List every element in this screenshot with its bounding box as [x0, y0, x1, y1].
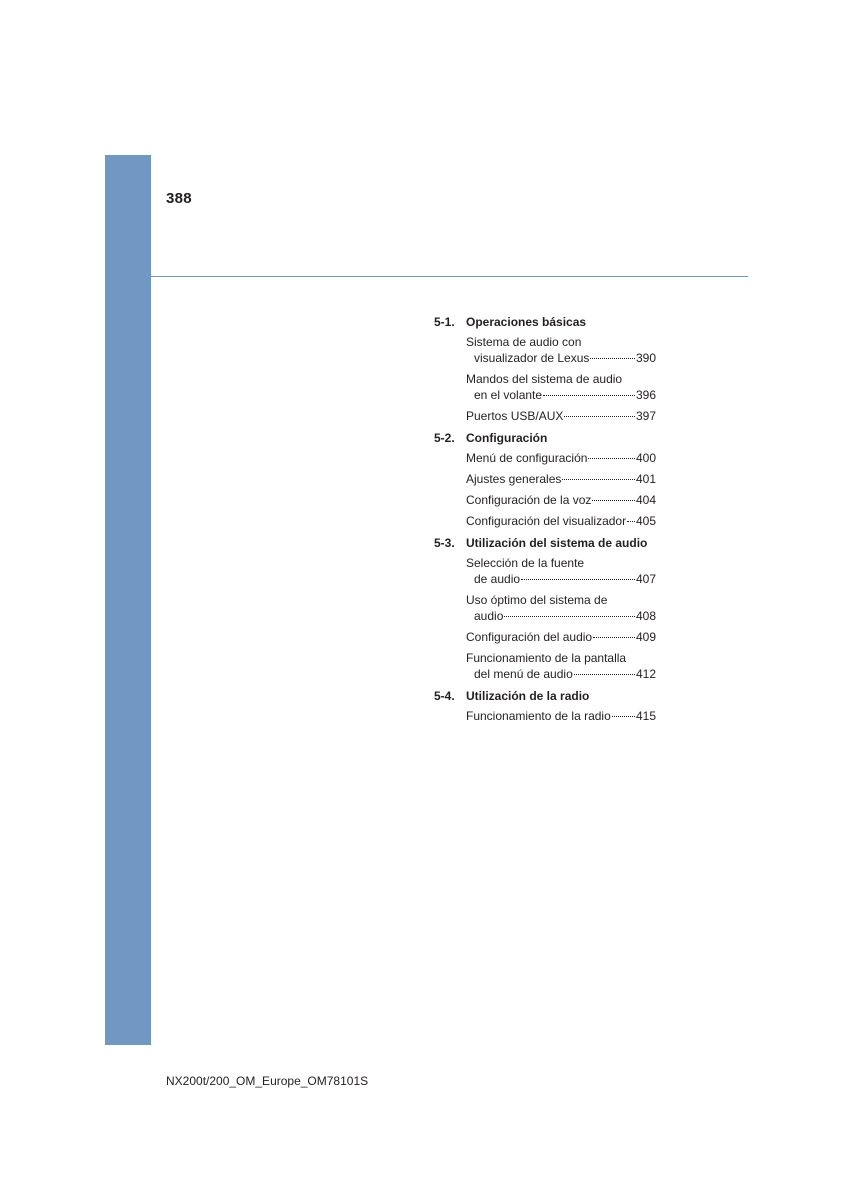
entry-line — [466, 450, 656, 466]
entry-line — [466, 650, 656, 666]
toc-entry[interactable] — [434, 513, 656, 529]
toc-section — [434, 534, 656, 682]
entry-text: del menú de audio — [474, 667, 573, 681]
section-title: Configuración — [466, 430, 548, 445]
toc-section — [434, 429, 656, 529]
entry-text: audio — [474, 609, 504, 623]
entry-text: Uso óptimo del sistema de — [466, 593, 608, 607]
toc-entry[interactable] — [434, 471, 656, 487]
entry-text: Funcionamiento de la radio — [466, 709, 611, 723]
entry-line — [466, 608, 656, 624]
entry-line — [466, 708, 656, 724]
toc-entry[interactable] — [434, 371, 656, 403]
toc-entry[interactable] — [434, 555, 656, 587]
toc-section — [434, 687, 656, 724]
page-number: 388 — [166, 190, 192, 207]
toc-entry[interactable] — [434, 629, 656, 645]
leader-dots — [612, 715, 635, 717]
toc-section-heading[interactable] — [434, 534, 656, 551]
entry-text: Puertos USB/AUX — [466, 409, 564, 423]
entry-line — [466, 555, 656, 571]
toc-entry[interactable] — [434, 708, 656, 724]
leader-dots — [564, 415, 635, 417]
entry-page: 397 — [635, 409, 656, 423]
leader-dots — [588, 457, 635, 459]
entry-page: 400 — [635, 451, 656, 465]
entry-line — [466, 629, 656, 645]
toc-section-heading[interactable] — [434, 429, 656, 446]
entry-page: 409 — [635, 630, 656, 644]
toc-section-heading[interactable] — [434, 687, 656, 704]
entry-line — [466, 666, 656, 682]
entry-line — [466, 571, 656, 587]
toc-section-heading[interactable] — [434, 313, 656, 330]
entry-page: 412 — [635, 667, 656, 681]
section-number: 5-3. — [434, 535, 455, 550]
entry-text: Funcionamiento de la pantalla — [466, 651, 627, 665]
leader-dots — [592, 499, 635, 501]
section-number: 5-4. — [434, 688, 455, 703]
chapter-color-band — [105, 155, 151, 1045]
entry-text: Selección de la fuente — [466, 556, 585, 570]
entry-line — [466, 334, 656, 350]
section-title: Utilización del sistema de audio — [466, 535, 648, 550]
entry-page: 390 — [635, 351, 656, 365]
toc-entry[interactable] — [434, 450, 656, 466]
entry-line — [466, 492, 656, 508]
entry-text: Ajustes generales — [466, 472, 562, 486]
leader-dots — [562, 478, 635, 480]
toc-entry[interactable] — [434, 334, 656, 366]
entry-page: 404 — [635, 493, 656, 507]
entry-text: Configuración del visualizador — [466, 514, 627, 528]
entry-line — [466, 592, 656, 608]
leader-dots — [521, 578, 635, 580]
leader-dots — [627, 520, 635, 522]
toc-section — [434, 313, 656, 424]
entry-text: Configuración de la voz — [466, 493, 592, 507]
entry-text: Sistema de audio con — [466, 335, 582, 349]
entry-text: Configuración del audio — [466, 630, 593, 644]
leader-dots — [574, 673, 635, 675]
entry-line — [466, 350, 656, 366]
entry-page: 408 — [635, 609, 656, 623]
entry-line — [466, 513, 656, 529]
entry-line — [466, 371, 656, 387]
entry-text: en el volante — [474, 388, 543, 402]
toc-entry[interactable] — [434, 492, 656, 508]
toc-entry[interactable] — [434, 592, 656, 624]
toc-entry[interactable] — [434, 408, 656, 424]
entry-page: 396 — [635, 388, 656, 402]
table-of-contents — [434, 313, 656, 729]
header-rule — [151, 276, 748, 277]
toc-entry[interactable] — [434, 650, 656, 682]
section-number: 5-2. — [434, 430, 455, 445]
leader-dots — [590, 357, 635, 359]
entry-line — [466, 408, 656, 424]
section-title: Utilización de la radio — [466, 688, 590, 703]
entry-text: visualizador de Lexus — [474, 351, 590, 365]
entry-page: 405 — [635, 514, 656, 528]
entry-page: 407 — [635, 572, 656, 586]
entry-text: Mandos del sistema de audio — [466, 372, 623, 386]
leader-dots — [543, 394, 635, 396]
entry-line — [466, 387, 656, 403]
leader-dots — [504, 615, 635, 617]
section-title: Operaciones básicas — [466, 314, 587, 329]
leader-dots — [593, 636, 635, 638]
entry-page: 415 — [635, 709, 656, 723]
entry-page: 401 — [635, 472, 656, 486]
entry-line — [466, 471, 656, 487]
entry-text: de audio — [474, 572, 521, 586]
document-code: NX200t/200_OM_Europe_OM78101S — [166, 1074, 369, 1088]
entry-text: Menú de configuración — [466, 451, 588, 465]
section-number: 5-1. — [434, 314, 455, 329]
